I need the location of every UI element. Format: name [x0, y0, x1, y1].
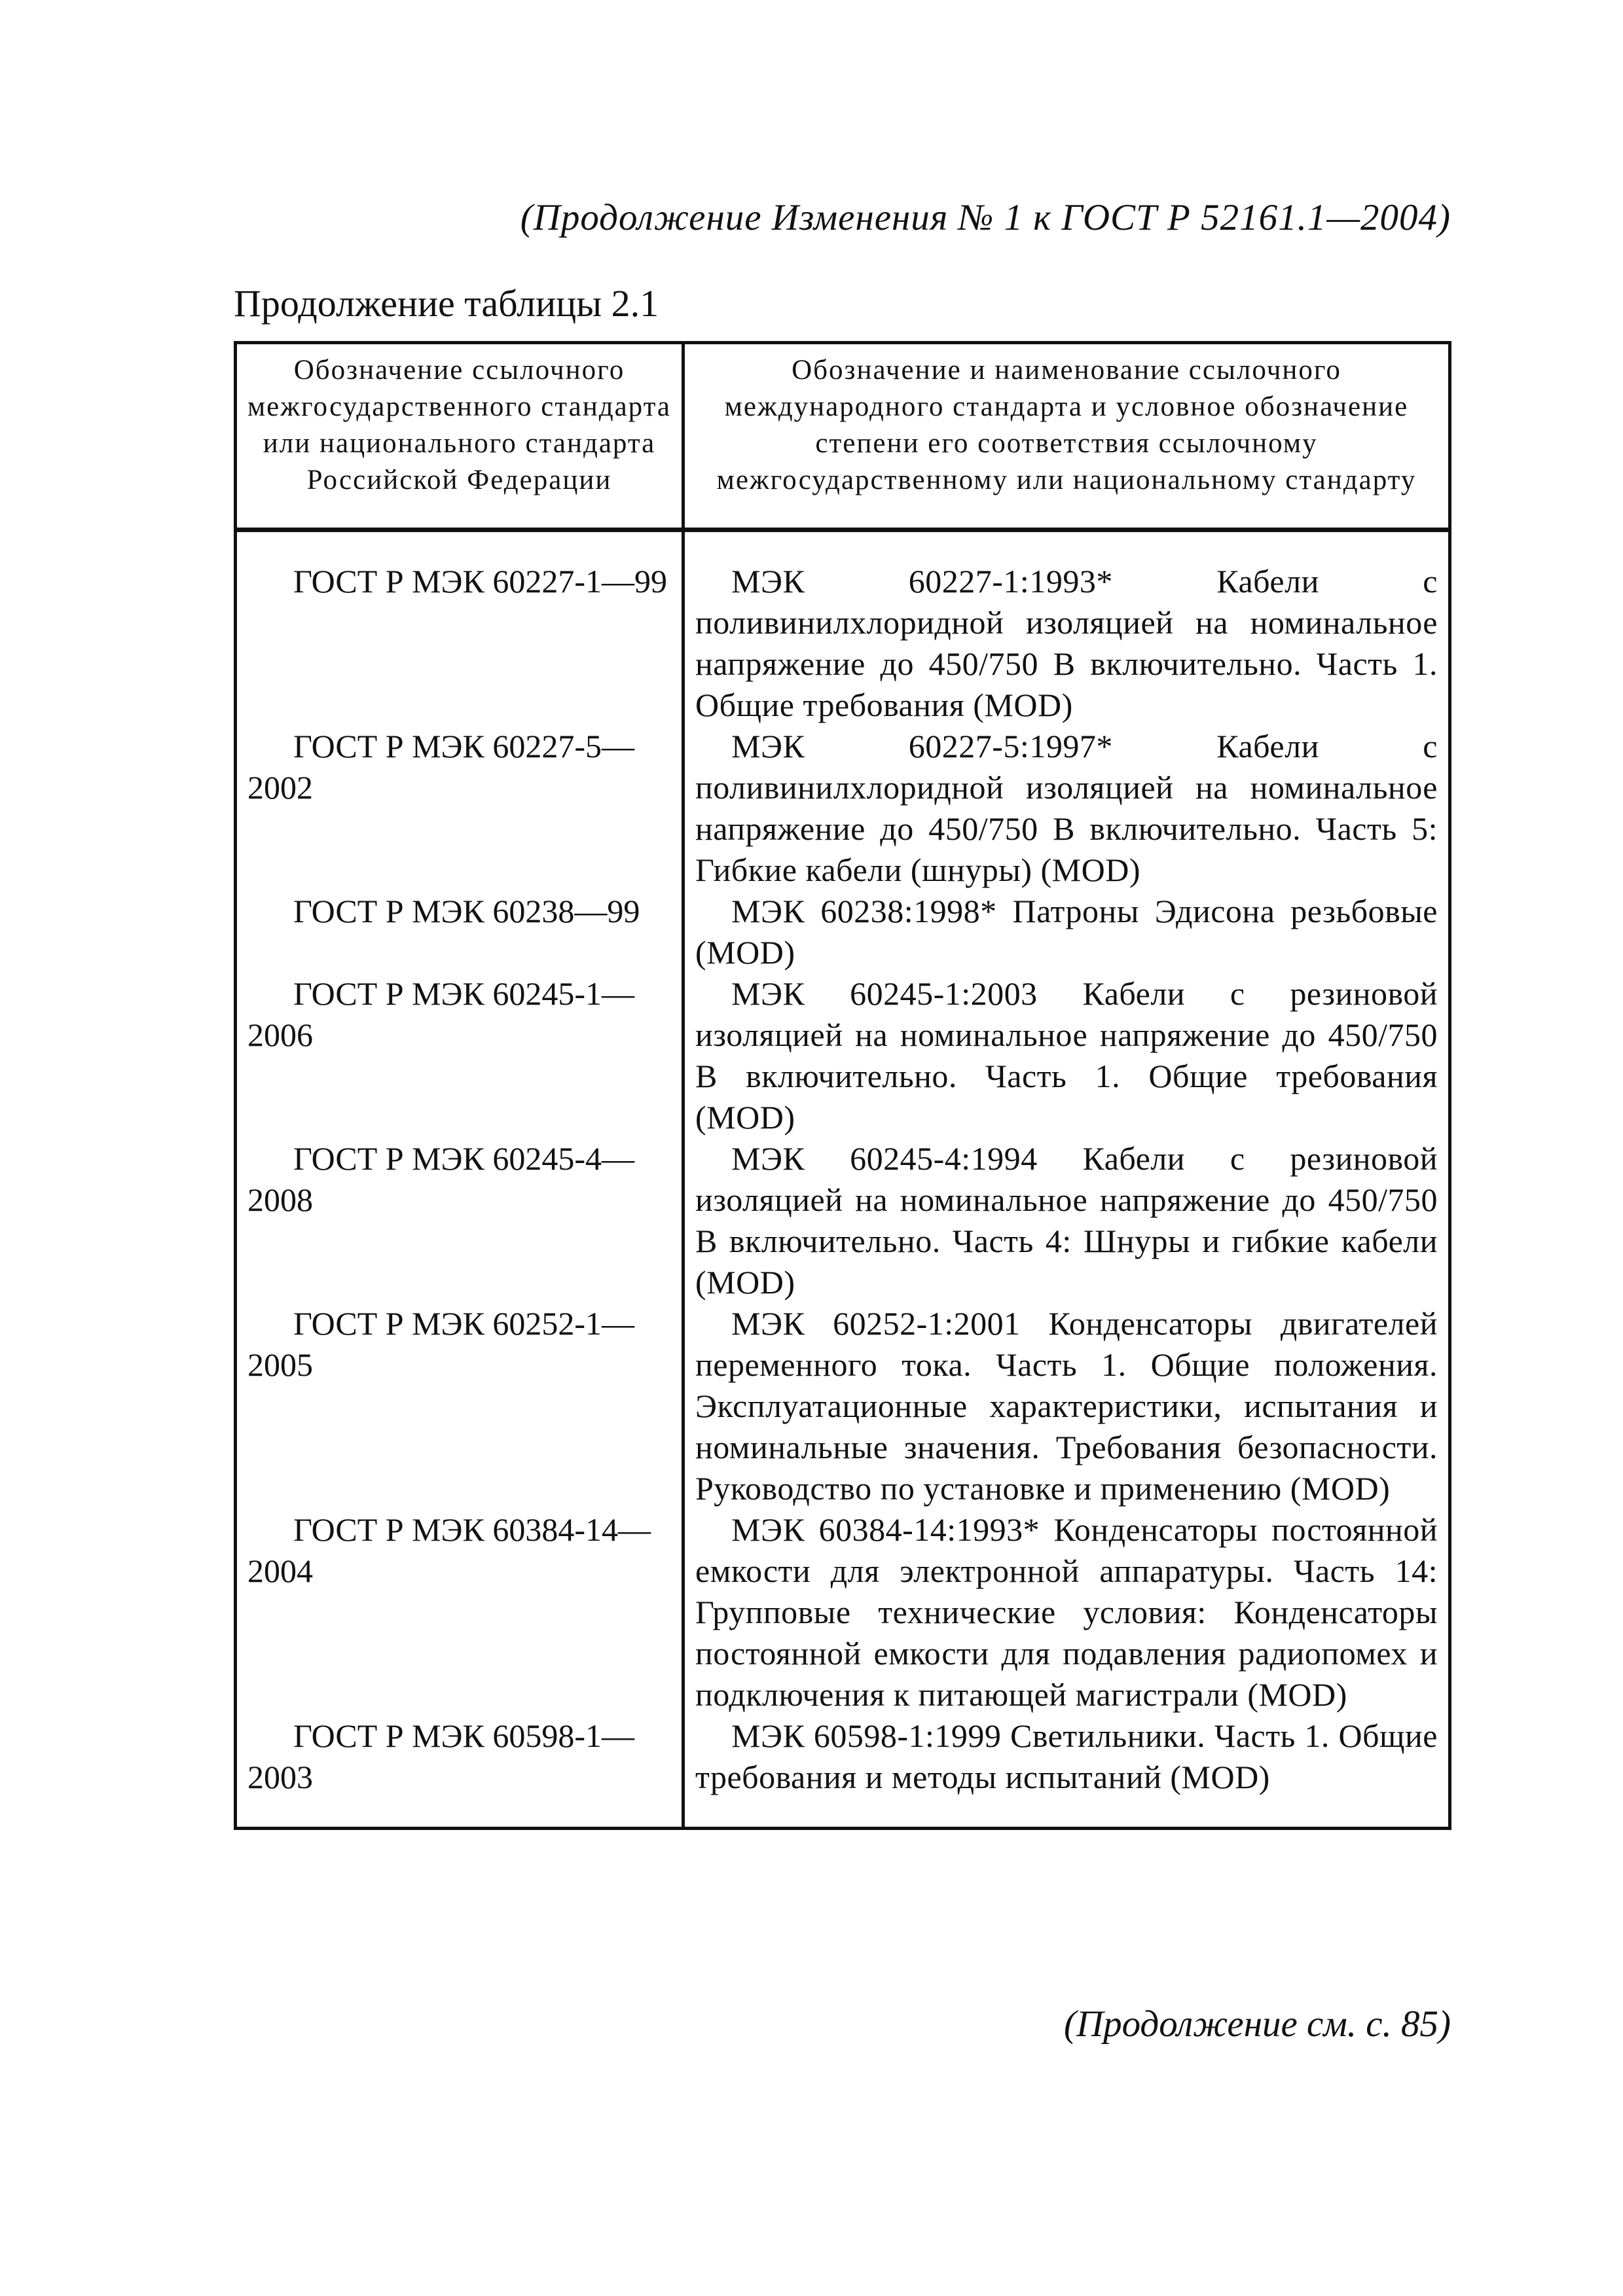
- table-row: [236, 726, 1450, 891]
- international-standard-cell: МЭК 60227-5:1997* Кабели с поливинилхлоридной изоляцией на номинальное напряжение до 450/750 В включительно. Часть 5: Гибкие кабели (шнуры) (MOD): [684, 726, 1450, 891]
- table-row: [236, 1138, 1450, 1303]
- reference-standards-table: [234, 341, 1451, 1830]
- table-row: [236, 973, 1450, 1138]
- international-standard-cell: МЭК 60245-1:2003 Кабели с резиновой изоляцией на номинальное напряжение до 450/750 В включительно. Часть 1. Общие требования (MOD): [684, 973, 1450, 1138]
- table-row: [236, 891, 1450, 973]
- international-standard-cell: МЭК 60598-1:1999 Светильники. Часть 1. Общие требования и методы испытаний (MOD): [684, 1715, 1450, 1829]
- table-row: [236, 530, 1450, 726]
- national-standard-cell: ГОСТ Р МЭК 60245-4—2008: [236, 1138, 684, 1303]
- table-header: [236, 343, 1450, 530]
- table-body: [236, 530, 1450, 1829]
- national-standard-cell: ГОСТ Р МЭК 60598-1—2003: [236, 1715, 684, 1829]
- international-standard-cell: МЭК 60384-14:1993* Конденсаторы постоянной емкости для электронной аппаратуры. Часть 14: Групповые технические условия: Конденсаторы постоянной емкости для подавления радиопомех и подключения к питающей магистрали (MOD): [684, 1509, 1450, 1715]
- table-row: [236, 1715, 1450, 1829]
- table-header-row: [236, 343, 1450, 530]
- table-row: [236, 1509, 1450, 1715]
- table-row: [236, 1303, 1450, 1509]
- continuation-note: (Продолжение см. с. 85): [1063, 2003, 1451, 2045]
- national-standard-cell: ГОСТ Р МЭК 60252-1—2005: [236, 1303, 684, 1509]
- international-standard-cell: МЭК 60238:1998* Патроны Эдисона резьбовые (MOD): [684, 891, 1450, 973]
- international-standard-cell: МЭК 60252-1:2001 Конденсаторы двигателей переменного тока. Часть 1. Общие положения. Эксплуатационные характеристики, испытания и номинальные значения. Требования безопасности. Руководство по установке и применению (MOD): [684, 1303, 1450, 1509]
- national-standard-cell: ГОСТ Р МЭК 60384-14—2004: [236, 1509, 684, 1715]
- national-standard-cell: ГОСТ Р МЭК 60238—99: [236, 891, 684, 973]
- international-standard-cell: МЭК 60245-4:1994 Кабели с резиновой изоляцией на номинальное напряжение до 450/750 В включительно. Часть 4: Шнуры и гибкие кабели (MOD): [684, 1138, 1450, 1303]
- running-header: (Продолжение Изменения № 1 к ГОСТ Р 52161.1—2004): [520, 197, 1451, 238]
- column-header-international-standard: Обозначение и наименование ссылочного международного стандарта и условное обозначение степени его соответствия ссылочному межгосударственному или национальному стандарту: [684, 343, 1450, 530]
- national-standard-cell: ГОСТ Р МЭК 60227-5—2002: [236, 726, 684, 891]
- table-caption: Продолжение таблицы 2.1: [234, 282, 659, 325]
- column-header-national-standard: Обозначение ссылочного межгосударственного стандарта или национального стандарта Российской Федерации: [236, 343, 684, 530]
- international-standard-cell: МЭК 60227-1:1993* Кабели с поливинилхлоридной изоляцией на номинальное напряжение до 450/750 В включительно. Часть 1. Общие требования (MOD): [684, 530, 1450, 726]
- national-standard-cell: ГОСТ Р МЭК 60227-1—99: [236, 530, 684, 726]
- national-standard-cell: ГОСТ Р МЭК 60245-1—2006: [236, 973, 684, 1138]
